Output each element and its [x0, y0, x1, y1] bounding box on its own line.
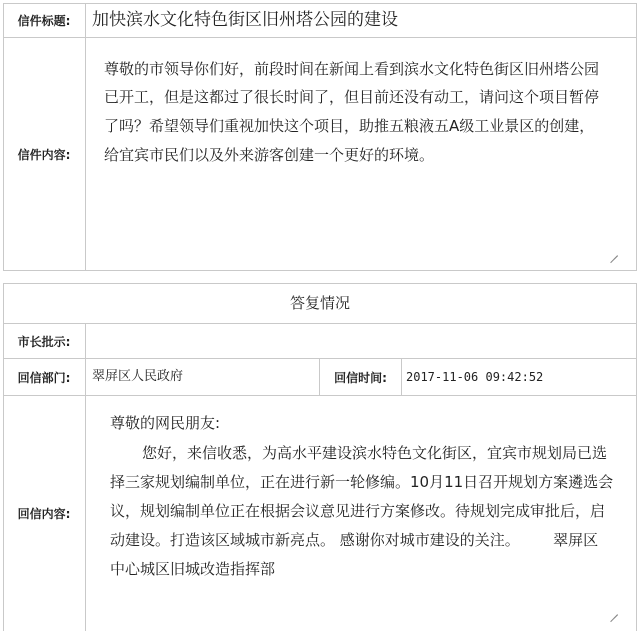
reply-content-textarea[interactable] — [86, 396, 636, 631]
letter-content-line: 尊敬的市领导你们好，前段时间在新闻上看到滨水文化特色街区旧州塔公园 — [104, 60, 600, 78]
reply-time-label: 回信时间: — [334, 370, 387, 385]
letter-content-textarea[interactable] — [86, 38, 636, 270]
letter-title: 加快滨水文化特色街区旧州塔公园的建设 — [92, 10, 398, 30]
reply-content-line: 动建设。打造该区域城市新亮点。 感谢你对城市建设的关注。 翠屏区 — [110, 531, 599, 549]
letter-content-label: 信件内容: — [17, 148, 71, 162]
mayor-instruction-label: 市长批示: — [17, 334, 71, 349]
reply-dept-value: 翠屏区人民政府 — [92, 369, 184, 384]
resize-handle-icon[interactable] — [610, 248, 618, 256]
reply-content-line: 尊敬的网民朋友: — [110, 414, 221, 432]
reply-content-line: 择三家规划编制单位，正在进行新一轮修编。10月11日召开规划方案遴选会 — [110, 473, 614, 491]
divider — [3, 323, 637, 324]
letter-title-label: 信件标题: — [17, 13, 71, 28]
reply-dept-label: 回信部门: — [17, 370, 71, 385]
reply-content-label: 回信内容: — [17, 507, 71, 521]
reply-content-line: 您好，来信收悉，为高水平建设滨水特色文化街区，宜宾市规划局已选 — [142, 444, 608, 462]
reply-content-line: 中心城区旧城改造指挥部 — [110, 560, 276, 578]
reply-time-value: 2017-11-06 09:42:52 — [406, 370, 544, 384]
letter-content-line: 给宜宾市民们以及外来游客创建一个更好的环境。 — [104, 146, 435, 164]
resize-handle-icon[interactable] — [610, 607, 618, 615]
reply-section-title: 答复情况 — [289, 294, 350, 312]
letter-content-line: 已开工，但是这都过了很长时间了，但目前还没有动工，请问这个项目暂停 — [104, 88, 600, 106]
reply-content-line: 议，规划编制单位正在根据会议意见进行方案修改。待规划完成审批后，启 — [110, 502, 606, 520]
letter-content-line: 了吗？希望领导们重视加快这个项目，助推五粮液五A级工业景区的创建， — [104, 117, 595, 135]
divider — [401, 358, 402, 395]
